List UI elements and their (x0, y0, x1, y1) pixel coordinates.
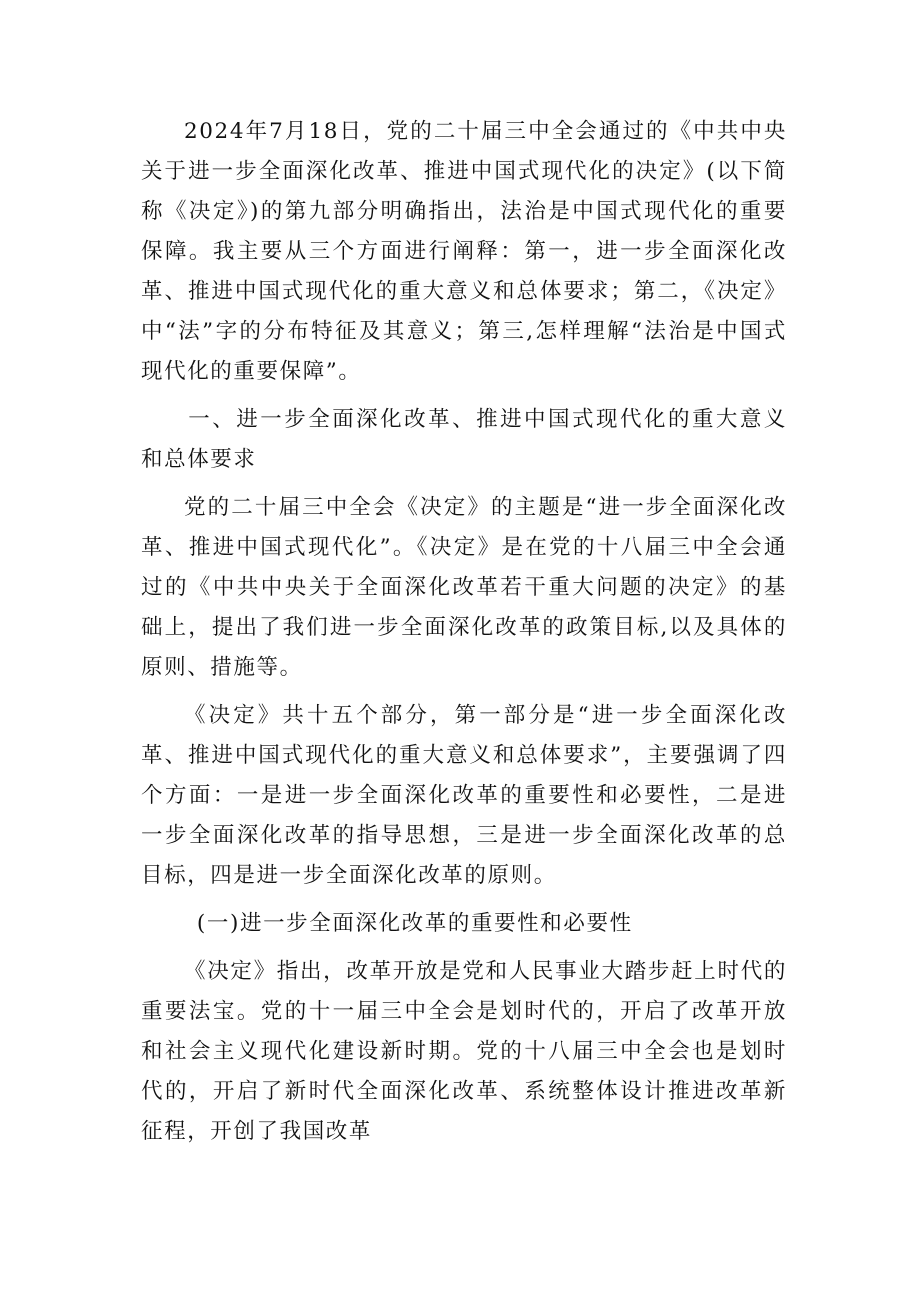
paragraph-gap (141, 896, 787, 904)
paragraph-gap (141, 688, 787, 696)
paragraph-gap (141, 392, 787, 400)
document-body (141, 112, 787, 1152)
paragraph-gap (141, 944, 787, 952)
section-heading-1: 一、进一步全面深化改革、推进中国式现代化的重大意义和总体要求 (141, 407, 787, 472)
subsection-heading-1: (一)进一步全面深化改革的重要性和必要性 (196, 911, 633, 936)
paragraph-gap (141, 480, 787, 488)
body-paragraph-structure: 《决定》共十五个部分，第一部分是“进一步全面深化改革、推进中国式现代化的重大意义和总体要求”，主要强调了四个方面：一是进一步全面深化改革的重要性和必要性，二是进一步全面深化改革的指导思想，三是进一步全面深化改革的总目标，四是进一步全面深化改革的原则。 (141, 703, 787, 888)
body-paragraph-reform: 《决定》指出，改革开放是党和人民事业大踏步赶上时代的重要法宝。党的十一届三中全会是划时代的，开启了改革开放和社会主义现代化建设新时期。党的十八届三中全会也是划时代的，开启了新时代全面深化改革、系统整体设计推进改革新征程，开创了我国改革 (141, 959, 787, 1144)
body-paragraph-theme: 党的二十届三中全会《决定》的主题是“进一步全面深化改革、推进中国式现代化”。《决定》是在党的十八届三中全会通过的《中共中央关于全面深化改革若干重大问题的决定》的基础上，提出了我们进一步全面深化改革的政策目标,以及具体的原则、措施等。 (141, 495, 787, 680)
intro-paragraph: 2024年7月18日，党的二十届三中全会通过的《中共中央关于进一步全面深化改革、推进中国式现代化的决定》(以下简称《决定》)的第九部分明确指出，法治是中国式现代化的重要保障。我主要从三个方面进行阐释：第一，进一步全面深化改革、推进中国式现代化的重大意义和总体要求；第二，《决定》中“法”字的分布特征及其意义；第三,怎样理解“法治是中国式现代化的重要保障”。 (141, 119, 787, 384)
